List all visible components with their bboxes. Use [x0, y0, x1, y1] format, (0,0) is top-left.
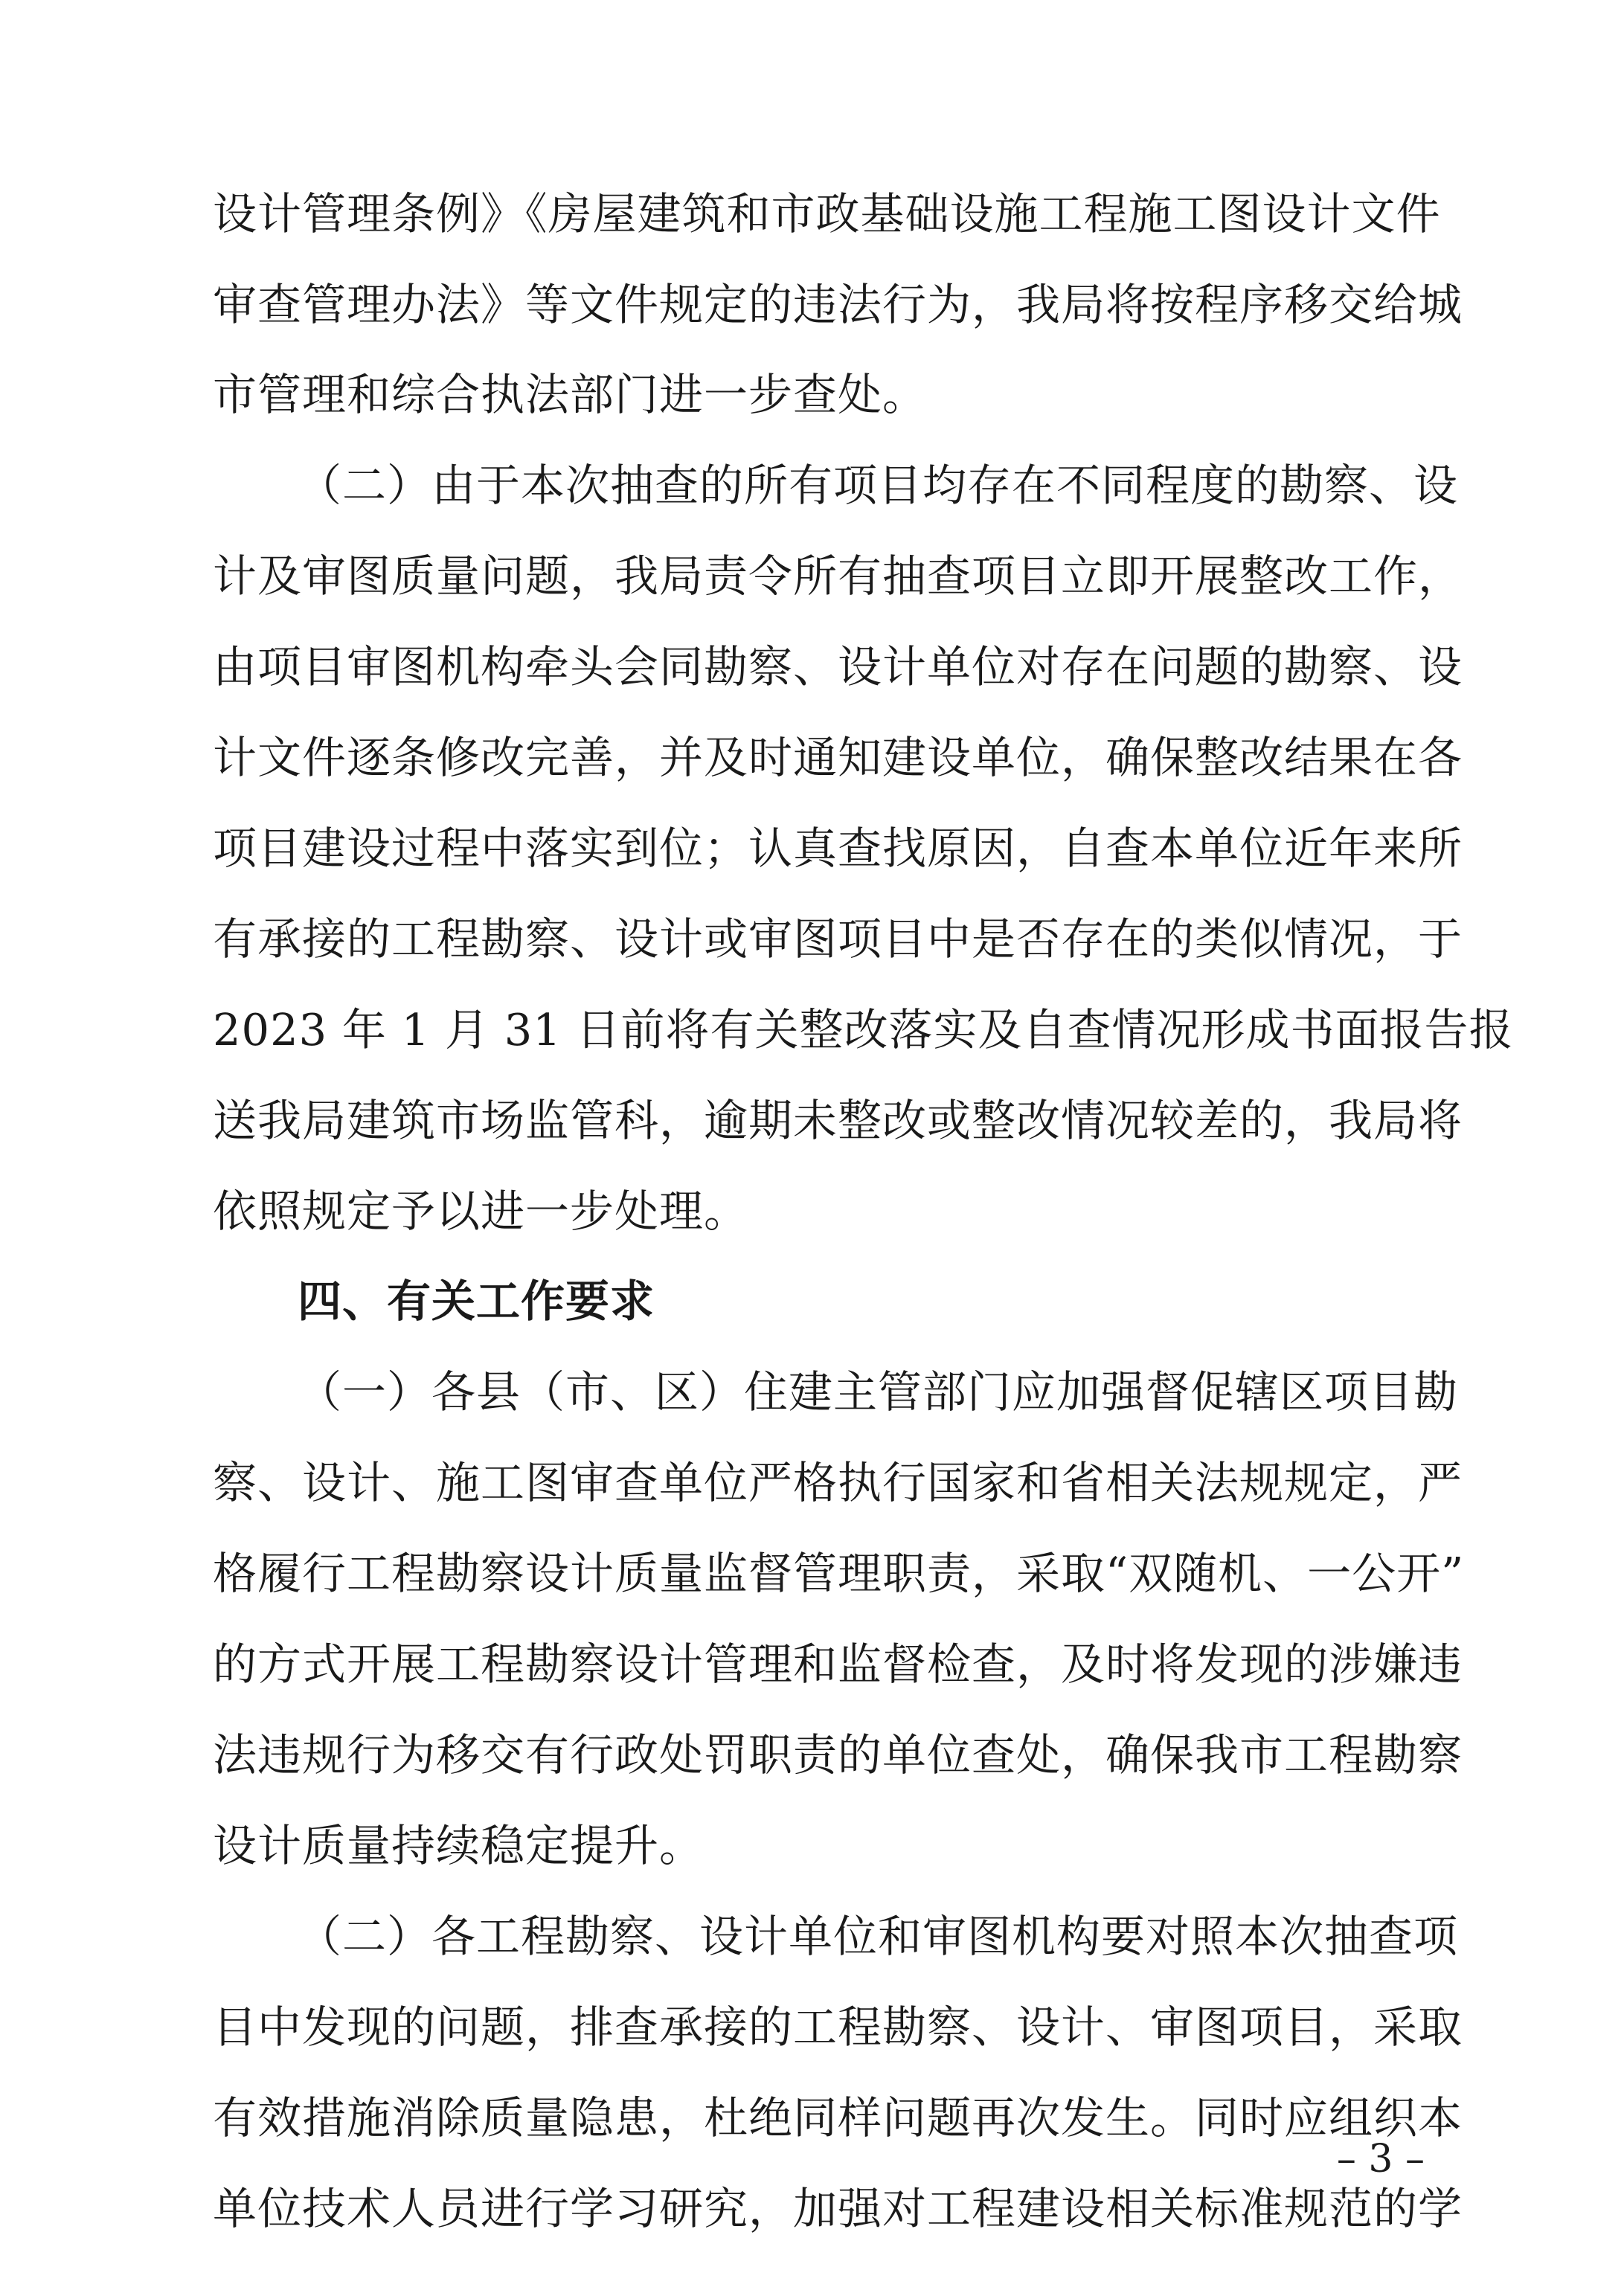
body-text-line: 计文件逐条修改完善，并及时通知建设单位，确保整改结果在各 [213, 732, 1463, 783]
body-text-line: 目中发现的问题，排查承接的工程勘察、设计、审图项目，采取 [213, 2001, 1463, 2053]
body-text-line: 格履行工程勘察设计质量监督管理职责，采取“双随机、一公开” [213, 1548, 1465, 1599]
body-text-line: 项目建设过程中落实到位；认真查找原因，自查本单位近年来所 [213, 823, 1463, 874]
paragraph-start-line: （二）各工程勘察、设计单位和审图机构要对照本次抽查项 [298, 1911, 1459, 1962]
paragraph-start-line: （一）各县（市、区）住建主管部门应加强督促辖区项目勘 [298, 1366, 1459, 1418]
page-number: – 3 – [1336, 2137, 1425, 2181]
body-text-line: 由项目审图机构牵头会同勘察、设计单位对存在问题的勘察、设 [213, 641, 1463, 692]
body-text-line: 2023 年 1 月 31 日前将有关整改落实及自查情况形成书面报告报 [213, 1004, 1514, 1055]
body-text-line: 有承接的工程勘察、设计或审图项目中是否存在的类似情况，于 [213, 913, 1463, 965]
body-text-line: 法违规行为移交有行政处罚职责的单位查处，确保我市工程勘察 [213, 1729, 1463, 1781]
body-text-line: 审查管理办法》等文件规定的违法行为，我局将按程序移交给城 [213, 279, 1463, 330]
body-text-line: 单位技术人员进行学习研究，加强对工程建设相关标准规范的学 [213, 2183, 1463, 2234]
section-heading: 四、有关工作要求 [298, 1276, 655, 1327]
body-text-line: 市管理和综合执法部门进一步查处。 [213, 369, 928, 420]
paragraph-start-line: （二）由于本次抽查的所有项目均存在不同程度的勘察、设 [298, 460, 1459, 511]
body-text-line: 有效措施消除质量隐患，杜绝同样问题再次发生。同时应组织本 [213, 2092, 1463, 2144]
body-text-line: 设计质量持续稳定提升。 [213, 1820, 705, 1871]
body-text-line: 察、设计、施工图审查单位严格执行国家和省相关法规规定，严 [213, 1457, 1463, 1508]
body-text-line: 依照规定予以进一步处理。 [213, 1186, 749, 1237]
body-text-line: 计及审图质量问题，我局责令所有抽查项目立即开展整改工作， [213, 550, 1463, 602]
body-text-line: 设计管理条例》《房屋建筑和市政基础设施工程施工图设计文件 [213, 188, 1441, 239]
body-text-line: 送我局建筑市场监管科，逾期未整改或整改情况较差的，我局将 [213, 1095, 1463, 1146]
body-text-line: 的方式开展工程勘察设计管理和监督检查，及时将发现的涉嫌违 [213, 1639, 1463, 1690]
